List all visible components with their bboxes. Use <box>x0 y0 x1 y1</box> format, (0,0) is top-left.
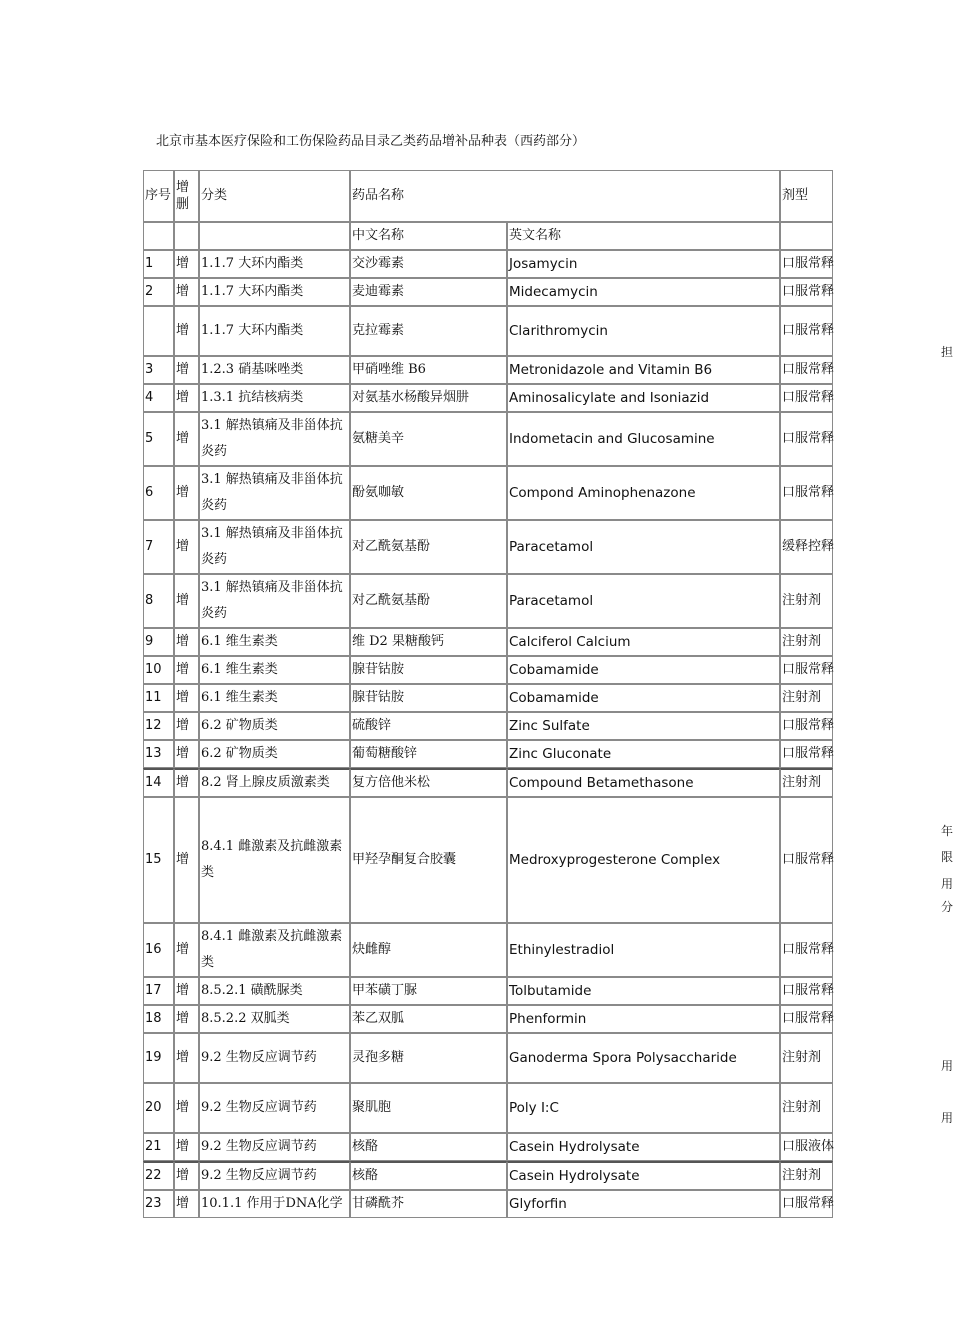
row-form: 口服常释 <box>780 306 833 356</box>
row-change: 增 <box>174 384 199 412</box>
row-number: 2 <box>143 278 174 306</box>
row-cn-name: 灵孢多糖 <box>350 1033 507 1083</box>
row-form: 口服液体 <box>780 1133 833 1161</box>
header-form: 剂型 <box>780 170 833 222</box>
row-cn-name: 聚肌胞 <box>350 1083 507 1133</box>
subheader-empty-3 <box>199 222 350 250</box>
table-row <box>143 306 833 356</box>
header-drug-name: 药品名称 <box>350 170 780 222</box>
row-change: 增 <box>174 278 199 306</box>
row-category: 8.5.2.1 磺酰脲类 <box>199 977 350 1005</box>
table-row <box>143 356 833 384</box>
row-en-name: Tolbutamide <box>507 977 780 1005</box>
row-form: 注射剂 <box>780 1033 833 1083</box>
table-row <box>143 574 833 628</box>
row-cn-name: 交沙霉素 <box>350 250 507 278</box>
row-number: 4 <box>143 384 174 412</box>
table-row <box>143 923 833 977</box>
header-seq: 序号 <box>143 170 174 222</box>
row-change: 增 <box>174 797 199 923</box>
row-cn-name: 甲苯磺丁脲 <box>350 977 507 1005</box>
row-form: 口服常释 <box>780 278 833 306</box>
row-change: 增 <box>174 466 199 520</box>
row-number: 15 <box>143 797 174 923</box>
row-number <box>143 306 174 356</box>
row-change: 增 <box>174 1133 199 1161</box>
row-cn-name: 对氨基水杨酸异烟肼 <box>350 384 507 412</box>
row-change: 增 <box>174 768 199 797</box>
row-form: 注射剂 <box>780 1161 833 1190</box>
row-number: 10 <box>143 656 174 684</box>
row-change: 增 <box>174 1005 199 1033</box>
row-en-name: Zinc Sulfate <box>507 712 780 740</box>
table-row <box>143 250 833 278</box>
row-form: 口服常释 <box>780 1190 833 1218</box>
table-row <box>143 797 833 923</box>
subheader-empty-4 <box>780 222 833 250</box>
row-category: 3.1 解热镇痛及非甾体抗炎药 <box>199 574 350 628</box>
row-cn-name: 硫酸锌 <box>350 712 507 740</box>
row-en-name: Casein Hydrolysate <box>507 1133 780 1161</box>
table-row <box>143 412 833 466</box>
row-en-name: Indometacin and Glucosamine <box>507 412 780 466</box>
row-number: 23 <box>143 1190 174 1218</box>
row-cn-name: 对乙酰氨基酚 <box>350 574 507 628</box>
row-category: 9.2 生物反应调节药 <box>199 1161 350 1190</box>
row-change: 增 <box>174 412 199 466</box>
row-category: 9.2 生物反应调节药 <box>199 1133 350 1161</box>
row-form: 注射剂 <box>780 574 833 628</box>
row-form: 缓释控释 <box>780 520 833 574</box>
row-category: 10.1.1 作用于DNA化学 <box>199 1190 350 1218</box>
drug-table <box>143 170 833 1218</box>
row-number: 9 <box>143 628 174 656</box>
row-en-name: Aminosalicylate and Isoniazid <box>507 384 780 412</box>
row-cn-name: 葡萄糖酸锌 <box>350 740 507 768</box>
table-row <box>143 656 833 684</box>
row-en-name: Cobamamide <box>507 684 780 712</box>
row-number: 5 <box>143 412 174 466</box>
row-change: 增 <box>174 1033 199 1083</box>
margin-fragment: 用 <box>941 1059 953 1073</box>
row-category: 6.2 矿物质类 <box>199 712 350 740</box>
margin-fragment: 限 <box>941 850 953 864</box>
row-change: 增 <box>174 684 199 712</box>
table-row <box>143 1033 833 1083</box>
row-form: 口服常释 <box>780 356 833 384</box>
table-row <box>143 1161 833 1190</box>
row-category: 3.1 解热镇痛及非甾体抗炎药 <box>199 412 350 466</box>
row-form: 口服常释 <box>780 923 833 977</box>
row-category: 8.4.1 雌激素及抗雌激素类 <box>199 923 350 977</box>
row-number: 12 <box>143 712 174 740</box>
row-change: 增 <box>174 656 199 684</box>
row-en-name: Zinc Gluconate <box>507 740 780 768</box>
row-change: 增 <box>174 1161 199 1190</box>
row-category: 6.2 矿物质类 <box>199 740 350 768</box>
row-number: 18 <box>143 1005 174 1033</box>
row-category: 1.3.1 抗结核病类 <box>199 384 350 412</box>
row-cn-name: 甲硝唑维 B6 <box>350 356 507 384</box>
table-row <box>143 466 833 520</box>
row-cn-name: 对乙酰氨基酚 <box>350 520 507 574</box>
row-number: 20 <box>143 1083 174 1133</box>
row-form: 注射剂 <box>780 1083 833 1133</box>
row-number: 16 <box>143 923 174 977</box>
subheader-cn-name: 中文名称 <box>350 222 507 250</box>
row-en-name: Ganoderma Spora Polysaccharide <box>507 1033 780 1083</box>
row-form: 口服常释 <box>780 466 833 520</box>
row-cn-name: 核酪 <box>350 1133 507 1161</box>
row-change: 增 <box>174 1190 199 1218</box>
table-header-row <box>143 170 833 222</box>
row-en-name: Paracetamol <box>507 520 780 574</box>
row-category: 9.2 生物反应调节药 <box>199 1083 350 1133</box>
row-cn-name: 复方倍他米松 <box>350 768 507 797</box>
row-en-name: Phenformin <box>507 1005 780 1033</box>
row-change: 增 <box>174 740 199 768</box>
row-number: 8 <box>143 574 174 628</box>
table-row <box>143 768 833 797</box>
header-change <box>174 170 199 222</box>
table-row <box>143 977 833 1005</box>
row-number: 7 <box>143 520 174 574</box>
row-number: 11 <box>143 684 174 712</box>
row-category: 9.2 生物反应调节药 <box>199 1033 350 1083</box>
table-row <box>143 1083 833 1133</box>
row-cn-name: 氨糖美辛 <box>350 412 507 466</box>
table-row <box>143 628 833 656</box>
row-number: 14 <box>143 768 174 797</box>
table-row <box>143 520 833 574</box>
row-cn-name: 核酪 <box>350 1161 507 1190</box>
row-en-name: Glyforfin <box>507 1190 780 1218</box>
row-form: 口服常释 <box>780 712 833 740</box>
row-category: 1.1.7 大环内酯类 <box>199 250 350 278</box>
row-category: 8.4.1 雌激素及抗雌激素类 <box>199 797 350 923</box>
row-change: 增 <box>174 628 199 656</box>
subheader-empty-1 <box>143 222 174 250</box>
row-cn-name: 酚氨咖敏 <box>350 466 507 520</box>
table-row <box>143 1133 833 1161</box>
row-cn-name: 维 D2 果糖酸钙 <box>350 628 507 656</box>
row-en-name: Medroxyprogesterone Complex <box>507 797 780 923</box>
row-cn-name: 甘磷酰芥 <box>350 1190 507 1218</box>
header-change-label: 增删 <box>176 180 190 212</box>
row-change: 增 <box>174 520 199 574</box>
header-category: 分类 <box>199 170 350 222</box>
row-cn-name: 麦迪霉素 <box>350 278 507 306</box>
row-en-name: Poly I:C <box>507 1083 780 1133</box>
row-category: 6.1 维生素类 <box>199 684 350 712</box>
margin-fragment: 用 <box>941 877 953 891</box>
margin-fragment: 担 <box>941 345 953 359</box>
row-change: 增 <box>174 306 199 356</box>
row-form: 口服常释 <box>780 977 833 1005</box>
subheader-empty-2 <box>174 222 199 250</box>
row-cn-name: 腺苷钴胺 <box>350 656 507 684</box>
row-cn-name: 腺苷钴胺 <box>350 684 507 712</box>
row-form: 口服常释 <box>780 384 833 412</box>
row-number: 19 <box>143 1033 174 1083</box>
row-en-name: Ethinylestradiol <box>507 923 780 977</box>
row-change: 增 <box>174 356 199 384</box>
row-en-name: Midecamycin <box>507 278 780 306</box>
row-category: 8.5.2.2 双胍类 <box>199 1005 350 1033</box>
row-cn-name: 克拉霉素 <box>350 306 507 356</box>
subheader-en-name: 英文名称 <box>507 222 780 250</box>
row-change: 增 <box>174 250 199 278</box>
row-category: 1.1.7 大环内酯类 <box>199 306 350 356</box>
table-row <box>143 1005 833 1033</box>
row-en-name: Clarithromycin <box>507 306 780 356</box>
row-form: 注射剂 <box>780 684 833 712</box>
row-cn-name: 炔雌醇 <box>350 923 507 977</box>
row-cn-name: 甲羟孕酮复合胶囊 <box>350 797 507 923</box>
table-row <box>143 712 833 740</box>
document-title: 北京市基本医疗保险和工伤保险药品目录乙类药品增补品种表（西药部分） <box>156 134 586 149</box>
table-row <box>143 684 833 712</box>
row-number: 17 <box>143 977 174 1005</box>
row-en-name: Cobamamide <box>507 656 780 684</box>
row-form: 口服常释 <box>780 412 833 466</box>
drug-table-container <box>143 170 835 1218</box>
row-change: 增 <box>174 977 199 1005</box>
row-number: 21 <box>143 1133 174 1161</box>
row-en-name: Casein Hydrolysate <box>507 1161 780 1190</box>
row-form: 口服常释 <box>780 740 833 768</box>
row-category: 6.1 维生素类 <box>199 656 350 684</box>
row-category: 8.2 肾上腺皮质激素类 <box>199 768 350 797</box>
row-category: 1.1.7 大环内酯类 <box>199 278 350 306</box>
row-number: 6 <box>143 466 174 520</box>
row-change: 增 <box>174 574 199 628</box>
row-number: 22 <box>143 1161 174 1190</box>
row-change: 增 <box>174 712 199 740</box>
table-row <box>143 1190 833 1218</box>
row-change: 增 <box>174 1083 199 1133</box>
row-form: 注射剂 <box>780 768 833 797</box>
row-en-name: Josamycin <box>507 250 780 278</box>
row-form: 口服常释 <box>780 250 833 278</box>
row-en-name: Metronidazole and Vitamin B6 <box>507 356 780 384</box>
row-en-name: Paracetamol <box>507 574 780 628</box>
margin-fragment: 用 <box>941 1111 953 1125</box>
row-form: 口服常释 <box>780 1005 833 1033</box>
margin-fragment: 分 <box>941 900 953 914</box>
row-category: 3.1 解热镇痛及非甾体抗炎药 <box>199 466 350 520</box>
row-en-name: Compound Betamethasone <box>507 768 780 797</box>
row-form: 口服常释 <box>780 797 833 923</box>
row-en-name: Calciferol Calcium <box>507 628 780 656</box>
table-row <box>143 278 833 306</box>
row-en-name: Compond Aminophenazone <box>507 466 780 520</box>
row-category: 1.2.3 硝基咪唑类 <box>199 356 350 384</box>
table-subheader-row <box>143 222 833 250</box>
table-row <box>143 384 833 412</box>
row-category: 6.1 维生素类 <box>199 628 350 656</box>
row-number: 1 <box>143 250 174 278</box>
margin-fragment: 年 <box>941 824 953 838</box>
row-number: 3 <box>143 356 174 384</box>
row-category: 3.1 解热镇痛及非甾体抗炎药 <box>199 520 350 574</box>
row-number: 13 <box>143 740 174 768</box>
table-row <box>143 740 833 768</box>
row-cn-name: 苯乙双胍 <box>350 1005 507 1033</box>
row-form: 注射剂 <box>780 628 833 656</box>
row-change: 增 <box>174 923 199 977</box>
row-form: 口服常释 <box>780 656 833 684</box>
